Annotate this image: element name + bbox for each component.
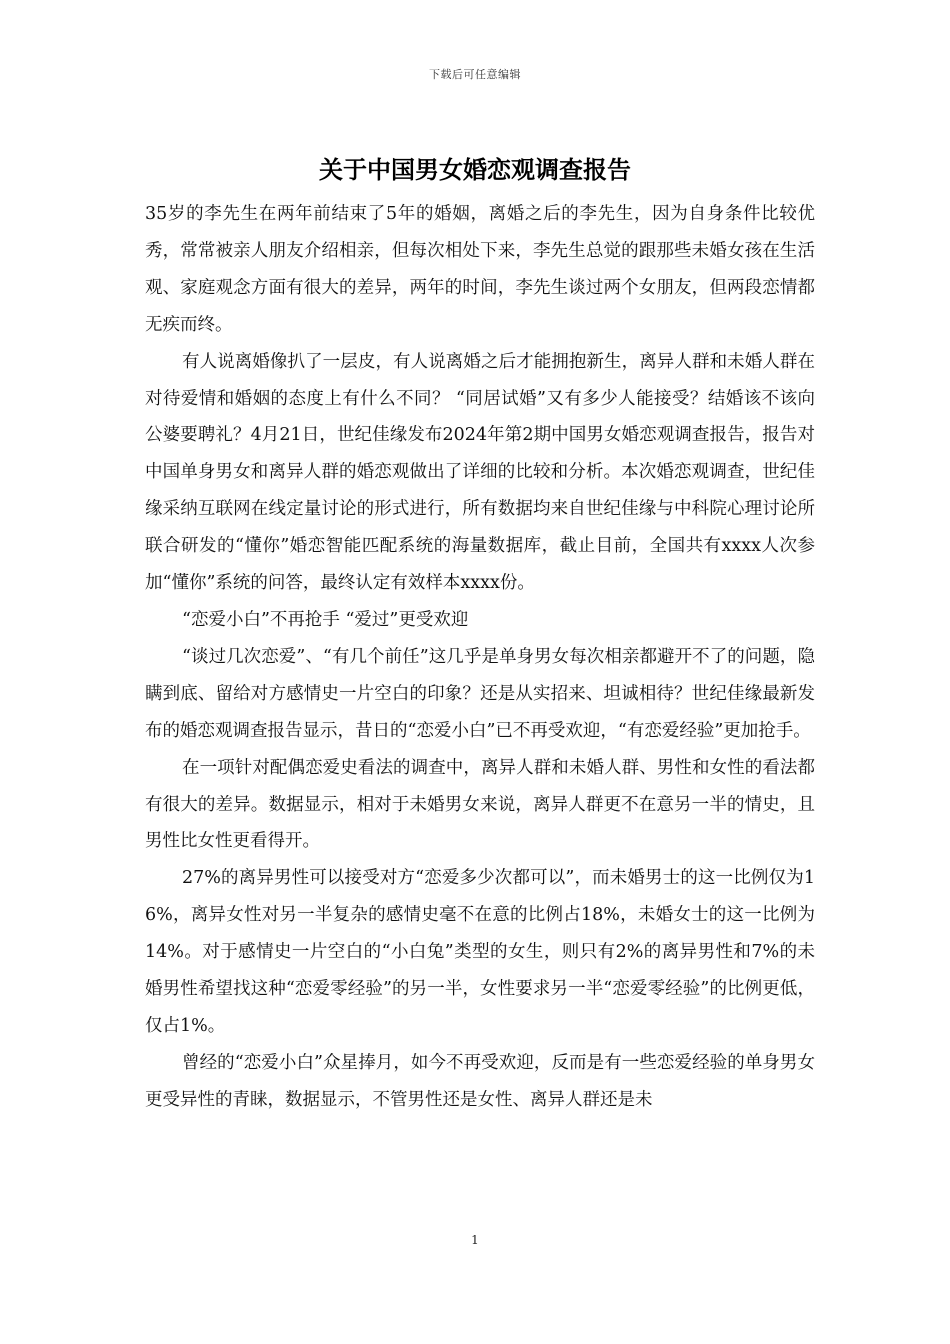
header-note: 下载后可任意编辑 (429, 68, 521, 81)
paragraph-survey: 在一项针对配偶恋爱史看法的调查中，离异人群和未婚人群、男性和女性的看法都有很大的差异。数据显示，相对于未婚男女来说，离异人群更不在意另一半的情史，且男性比女性更看得开。 (145, 757, 815, 852)
paragraph-background: 有人说离婚像扒了一层皮，有人说离婚之后才能拥抱新生，离异人群和未婚人群在对待爱情和婚姻的态度上有什么不同？ “同居试婚”又有多少人能接受？结婚该不该向公婆要聘礼？4月21日，世纪佳缘发布2024年第2期中国男女婚恋观调查报告，报告对中国单身男女和离异人群的婚恋观做出了详细的比较和分析。本次婚恋观调查，世纪佳缘采纳互联网在线定量讨论的形式进行，所有数据均来自世纪佳缘与中科院心理讨论所联合研发的“懂你”婚恋智能匹配系统的海量数据库，截止目前，全国共有xxxx人次参加“懂你”系统的问答，最终认定有效样本xxxx份。 (145, 351, 815, 594)
page-number: 1 (471, 1233, 479, 1247)
paragraph-intro: 35岁的李先生在两年前结束了5年的婚姻，离婚之后的李先生，因为自身条件比较优秀，常常被亲人朋友介绍相亲，但每次相处下来，李先生总觉的跟那些未婚女孩在生活观、家庭观念方面有很大的差异，两年的时间，李先生谈过两个女朋友，但两段恋情都无疾而终。 (145, 204, 815, 335)
paragraph-dating-history: “谈过几次恋爱”、“有几个前任”这几乎是单身男女每次相亲都避开不了的问题，隐瞒到底、留给对方感情史一片空白的印象？还是从实招来、坦诚相待？世纪佳缘最新发布的婚恋观调查报告显示，昔日的“恋爱小白”已不再受欢迎，“有恋爱经验”更加抢手。 (145, 646, 815, 741)
document-title: 关于中国男女婚恋观调查报告 (319, 155, 631, 184)
section-heading: “恋爱小白”不再抢手 “爱过”更受欢迎 (182, 609, 469, 630)
paragraph-conclusion: 曾经的“恋爱小白”众星捧月，如今不再受欢迎，反而是有一些恋爱经验的单身男女更受异性的青睐，数据显示，不管男性还是女性、离异人群还是未 (145, 1052, 815, 1110)
paragraph-statistics: 27%的离异男性可以接受对方“恋爱多少次都可以”，而未婚男士的这一比例仅为16%，离异女性对另一半复杂的感情史毫不在意的比例占18%，未婚女士的这一比例为14%。对于感情史一片空白的“小白兔”类型的女生，则只有2%的离异男性和7%的未婚男性希望找这种“恋爱零经验”的另一半，女性要求另一半“恋爱零经验”的比例更低，仅占1%。 (145, 868, 815, 1036)
document-body (145, 196, 815, 1119)
